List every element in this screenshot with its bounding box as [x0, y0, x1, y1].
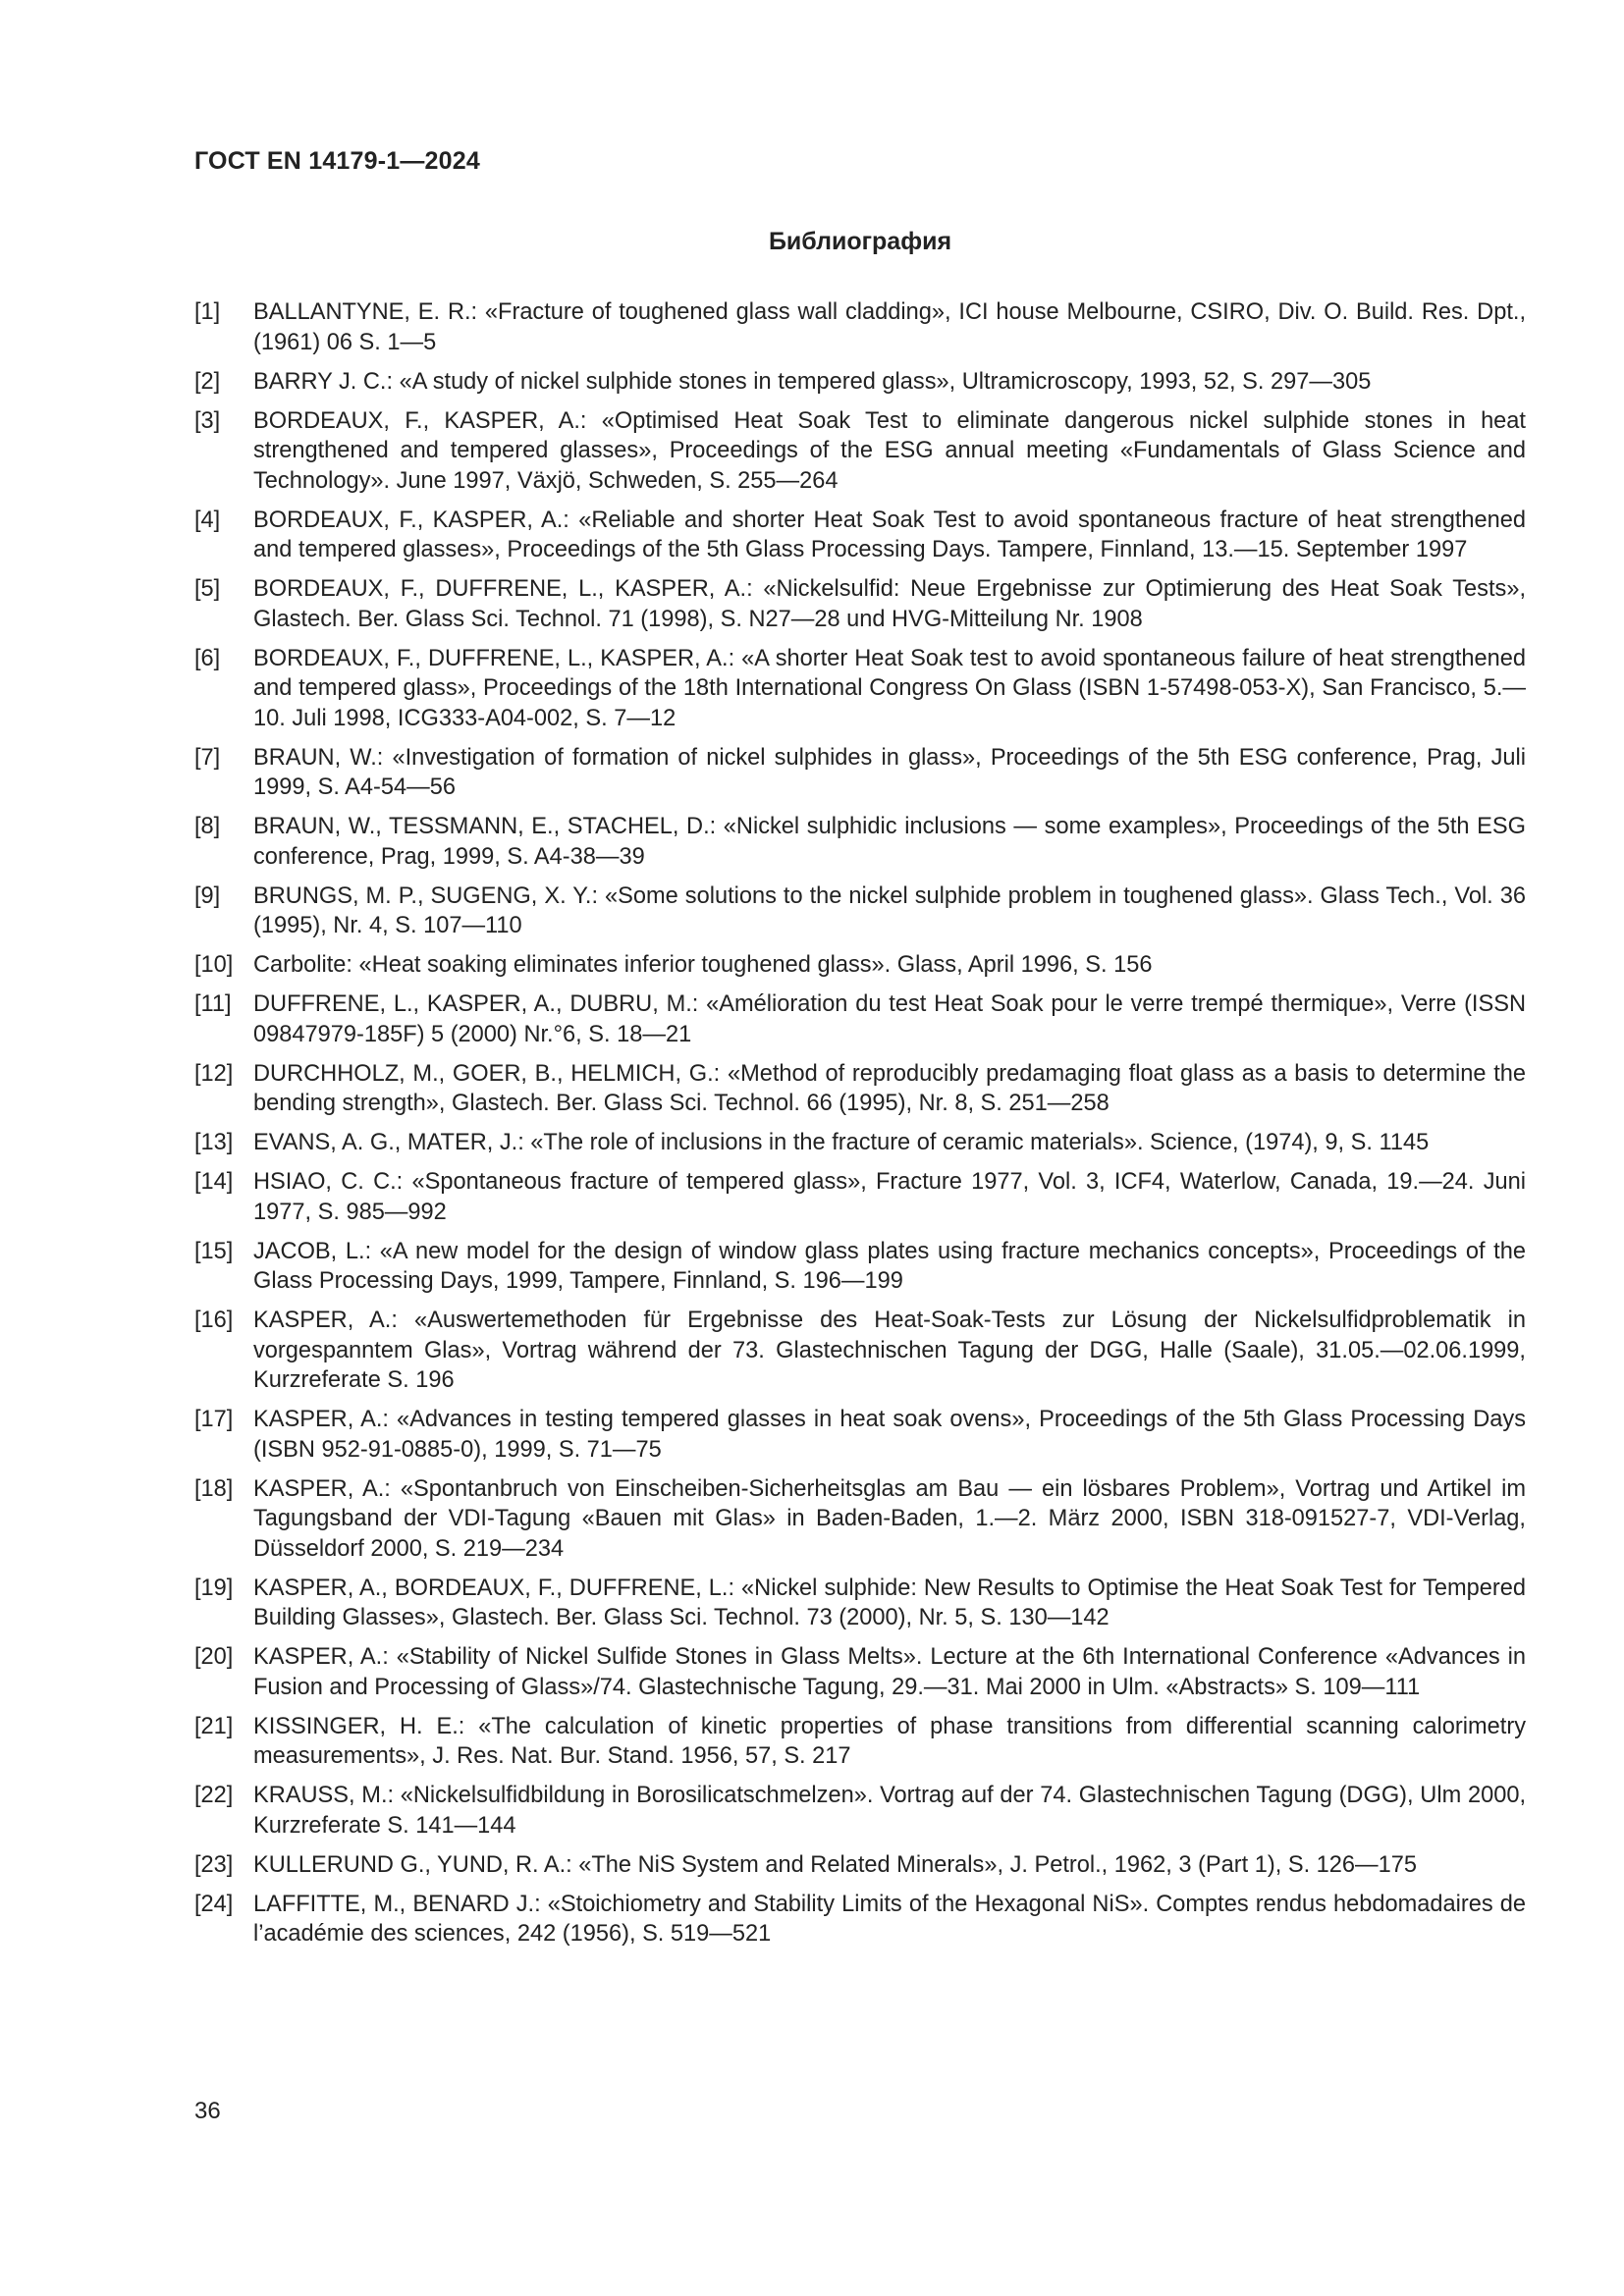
bibliography-entry	[194, 1167, 1526, 1227]
entry-text: KASPER, A.: «Auswertemethoden für Ergebnisse des Heat-Soak-Tests zur Lösung der Nickelsulfidproblematik in vorgespanntem Glas», Vortrag während der 73. Glastechnischen Tagung der DGG, Halle (Saale), 31.05.—02.06.1999, Kurzreferate S. 196	[253, 1308, 1526, 1393]
entry-number: [7]	[194, 744, 221, 771]
entry-text: BORDEAUX, F., KASPER, A.: «Reliable and shorter Heat Soak Test to avoid spontaneous fracture of heat strengthened and tempered glasses», Proceedings of the 5th Glass Processing Days. Tampere, Finnland, 13.—15. September 1997	[253, 507, 1526, 562]
entry-text: KRAUSS, M.: «Nickelsulfidbildung in Borosilicatschmelzen». Vortrag auf der 74. Glastechnischen Tagung (DGG), Ulm 2000, Kurzreferate S. 141—144	[253, 1783, 1526, 1839]
bibliography-entry	[194, 367, 1526, 398]
entry-text: BARRY J. C.: «A study of nickel sulphide stones in tempered glass», Ultramicroscopy, 1993, 52, S. 297—305	[253, 368, 1372, 395]
entry-text: Carbolite: «Heat soaking eliminates inferior toughened glass». Glass, April 1996, S. 156	[253, 952, 1153, 978]
entry-text: HSIAO, C. C.: «Spontaneous fracture of tempered glass», Fracture 1977, Vol. 3, ICF4, Waterlow, Canada, 19.—24. Juni 1977, S. 985—992	[253, 1169, 1526, 1225]
entry-text: DURCHHOLZ, M., GOER, B., HELMICH, G.: «Method of reproducibly predamaging float glass as a basis to determine the bending strength», Glastech. Ber. Glass Sci. Technol. 66 (1995), Nr. 8, S. 251—258	[253, 1060, 1526, 1116]
entry-number: [9]	[194, 882, 221, 909]
bibliography-entry	[194, 1474, 1526, 1565]
bibliography-entry	[194, 644, 1526, 734]
bibliography-entry	[194, 574, 1526, 634]
entry-text: KASPER, A.: «Stability of Nickel Sulfide Stones in Glass Melts». Lecture at the 6th International Conference «Advances in Fusion and Processing of Glass»/74. Glastechnische Tagung, 29.—31. Mai 2000 in Ulm. «Abstracts» S. 109—111	[253, 1644, 1526, 1700]
entry-number: [13]	[194, 1130, 234, 1155]
entry-number: [5]	[194, 576, 221, 602]
bibliography-entry	[194, 1574, 1526, 1633]
bibliography-entry	[194, 1642, 1526, 1702]
bibliography-entry	[194, 743, 1526, 803]
entry-text: KASPER, A.: «Spontanbruch von Einscheiben-Sicherheitsglas am Bau — ein lösbares Problem», Vortrag und Artikel im Tagungsband der VDI-Tagung «Bauen mit Glas» in Baden-Baden, 1.—2. März 2000, ISBN 318-091527-7, VDI-Verlag, Düsseldorf 2000, S. 219—234	[253, 1475, 1526, 1562]
entry-text: BORDEAUX, F., DUFFRENE, L., KASPER, A.: «Nickelsulfid: Neue Ergebnisse zur Optimierung des Heat Soak Tests», Glastech. Ber. Glass Sci. Technol. 71 (1998), S. N27—28 und HVG-Mitteilung Nr. 1908	[253, 576, 1526, 632]
bibliography-entry	[194, 1781, 1526, 1841]
entry-text: BORDEAUX, F., KASPER, A.: «Optimised Heat Soak Test to eliminate dangerous nickel sulphide stones in heat strengthened and tempered glasses», Proceedings of the ESG annual meeting «Fundamentals of Glass Science and Technology». June 1997, Växjö, Schweden, S. 255—264	[253, 407, 1526, 494]
entry-text: EVANS, A. G., MATER, J.: «The role of inclusions in the fracture of ceramic materials». Science, (1974), 9, S. 1145	[253, 1130, 1430, 1155]
entry-number: [23]	[194, 1851, 234, 1878]
entry-number: [8]	[194, 814, 221, 839]
entry-text: LAFFITTE, M., BENARD J.: «Stoichiometry and Stability Limits of the Hexagonal NiS». Comptes rendus hebdomadaires de l’académie des sciences, 242 (1956), S. 519—521	[253, 1891, 1526, 1947]
bibliography-entry	[194, 406, 1526, 497]
bibliography-entry	[194, 1712, 1526, 1772]
bibliography-entry	[194, 1128, 1526, 1158]
bibliography-entry	[194, 881, 1526, 941]
bibliography-entry	[194, 506, 1526, 565]
entry-text: BRAUN, W.: «Investigation of formation of nickel sulphides in glass», Proceedings of the 5th ESG conference, Prag, Juli 1999, S. A4-54—56	[253, 744, 1526, 800]
entry-number: [21]	[194, 1713, 234, 1739]
bibliography-entry	[194, 1059, 1526, 1119]
bibliography-entry	[194, 1405, 1526, 1465]
entry-number: [2]	[194, 368, 221, 395]
entry-number: [6]	[194, 645, 221, 671]
bibliography-entry	[194, 297, 1526, 357]
entry-text: BORDEAUX, F., DUFFRENE, L., KASPER, A.: «A shorter Heat Soak test to avoid spontaneous failure of heat strengthened and tempered glass», Proceedings of the 18th International Congress On Glass (ISBN 1-57498-053-X), San Francisco, 5.—10. Juli 1998, ICG333-A04-002, S. 7—12	[253, 645, 1526, 731]
entry-number: [15]	[194, 1238, 234, 1264]
entry-text: BALLANTYNE, E. R.: «Fracture of toughened glass wall cladding», ICI house Melbourne, CSIRO, Div. O. Build. Res. Dpt., (1961) 06 S. 1—5	[253, 299, 1526, 355]
entry-number: [24]	[194, 1891, 234, 1917]
bibliography-entry	[194, 1306, 1526, 1396]
entry-text: BRAUN, W., TESSMANN, E., STACHEL, D.: «Nickel sulphidic inclusions — some examples», Proceedings of the 5th ESG conference, Prag, 1999, S. A4-38—39	[253, 814, 1526, 870]
entry-number: [17]	[194, 1407, 234, 1432]
entry-text: KASPER, A.: «Advances in testing tempered glasses in heat soak ovens», Proceedings of the 5th Glass Processing Days (ISBN 952-91-0885-0), 1999, S. 71—75	[253, 1407, 1526, 1463]
entry-number: [4]	[194, 507, 221, 533]
entry-number: [22]	[194, 1783, 234, 1808]
bibliography-list	[194, 297, 1526, 1958]
entry-text: KISSINGER, H. E.: «The calculation of kinetic properties of phase transitions from differential scanning calorimetry measurements», J. Res. Nat. Bur. Stand. 1956, 57, S. 217	[253, 1713, 1526, 1769]
bibliography-entry	[194, 1890, 1526, 1949]
bibliography-entry	[194, 812, 1526, 872]
entry-number: [12]	[194, 1060, 234, 1087]
bibliography-entry	[194, 1237, 1526, 1297]
entry-number: [14]	[194, 1169, 234, 1195]
entry-number: [1]	[194, 299, 221, 325]
entry-text: DUFFRENE, L., KASPER, A., DUBRU, M.: «Amélioration du test Heat Soak pour le verre trempé thermique», Verre (ISSN 09847979-185F) 5 (2000) Nr.°6, S. 18—21	[253, 991, 1526, 1047]
bibliography-entry	[194, 950, 1526, 981]
bibliography-entry	[194, 1850, 1526, 1881]
entry-number: [16]	[194, 1308, 234, 1333]
entry-number: [10]	[194, 952, 234, 978]
entry-text: JACOB, L.: «A new model for the design of window glass plates using fracture mechanics concepts», Proceedings of the Glass Processing Days, 1999, Tampere, Finnland, S. 196—199	[253, 1238, 1526, 1294]
section-title: Библиография	[768, 228, 952, 255]
page-number: 36	[194, 2098, 221, 2124]
document-standard-code: ГОСТ EN 14179-1—2024	[194, 147, 480, 175]
entry-number: [11]	[194, 991, 232, 1017]
entry-text: BRUNGS, M. P., SUGENG, X. Y.: «Some solutions to the nickel sulphide problem in toughened glass». Glass Tech., Vol. 36 (1995), Nr. 4, S. 107—110	[253, 882, 1526, 938]
entry-number: [3]	[194, 407, 221, 434]
entry-number: [18]	[194, 1475, 234, 1502]
entry-number: [20]	[194, 1644, 234, 1670]
bibliography-entry	[194, 989, 1526, 1049]
entry-text: KULLERUND G., YUND, R. A.: «The NiS System and Related Minerals», J. Petrol., 1962, 3 (Part 1), S. 126—175	[253, 1851, 1417, 1878]
entry-number: [19]	[194, 1575, 234, 1601]
entry-text: KASPER, A., BORDEAUX, F., DUFFRENE, L.: «Nickel sulphide: New Results to Optimise the Heat Soak Test for Tempered Building Glasses», Glastech. Ber. Glass Sci. Technol. 73 (2000), Nr. 5, S. 130—142	[253, 1575, 1526, 1630]
